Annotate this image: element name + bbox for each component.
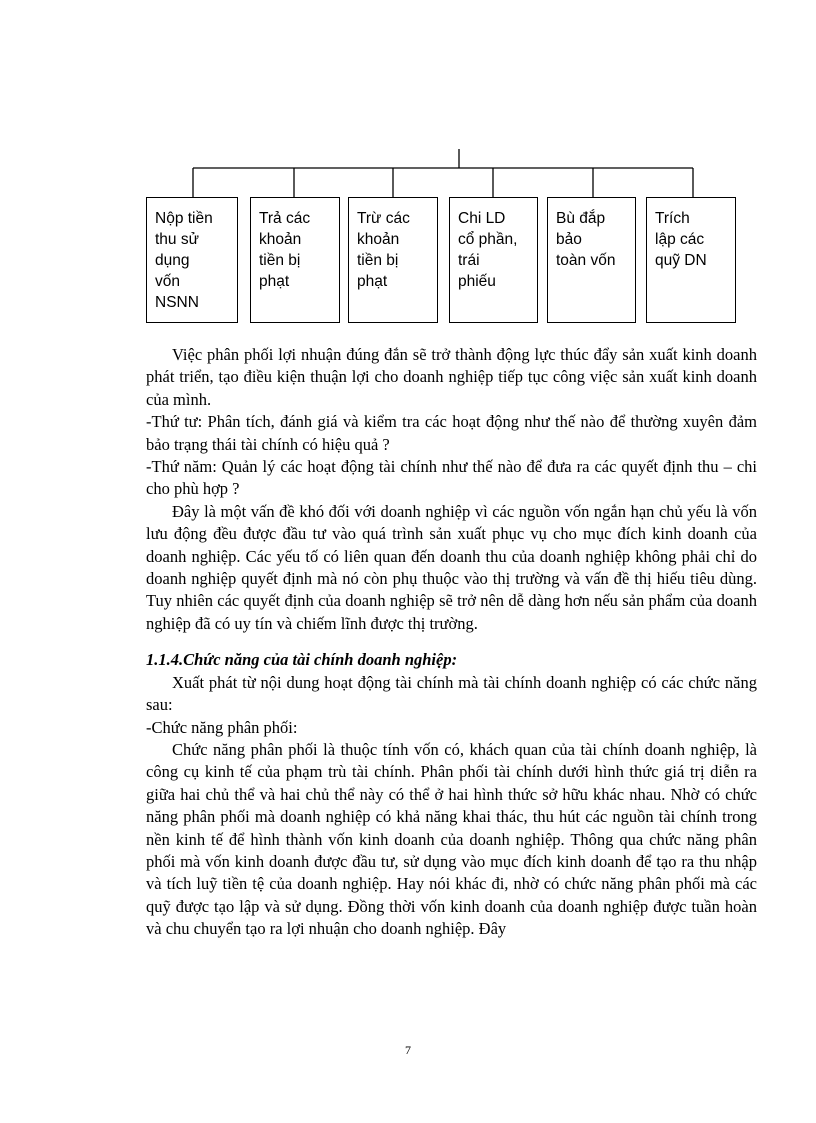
paragraph-fourth-question: -Thứ tư: Phân tích, đánh giá và kiểm tra các hoạt động như thế nào để thường xuyên đảm bảo trạng thái tài chính có hiệu quả ? (146, 412, 757, 454)
box-line: tiền bị (357, 252, 399, 269)
diagram-connectors (0, 0, 816, 200)
paragraph-fifth-question: -Thứ năm: Quản lý các hoạt động tài chính như thế nào để đưa ra các quyết định thu – chi cho phù hợp ? (146, 457, 757, 499)
box-line: tiền bị (259, 252, 301, 269)
paragraph-functions-intro: Xuất phát từ nội dung hoạt động tài chính mà tài chính doanh nghiệp có các chức năng sau: (146, 672, 757, 715)
diagram-box-nop-tien (146, 197, 238, 323)
box-line: lập các (655, 231, 705, 248)
box-line: Chi LD (458, 210, 506, 227)
box-line: vốn (155, 273, 180, 290)
section-heading: 1.1.4.Chức năng của tài chính doanh nghiệp: (146, 650, 458, 670)
paragraph-profit-distribution: Việc phân phối lợi nhuận đúng đắn sẽ trở thành động lực thúc đẩy sản xuất kinh doanh phát triển, tạo điều kiện thuận lợi cho doanh nghiệp tiếp tục công việc sản xuất kinh doanh của mình. (146, 345, 757, 409)
diagram-box-chi-ld (449, 197, 538, 323)
box-line: Trả các (259, 210, 311, 227)
box-line: thu sử (155, 231, 199, 248)
box-line: Bù đắp (556, 210, 606, 227)
box-line: dụng (155, 252, 190, 269)
box-line: khoản (259, 231, 302, 248)
box-line: phạt (259, 273, 290, 290)
box-line: phiếu (458, 273, 496, 290)
paragraph-distribution-function: -Chức năng phân phối: (146, 717, 298, 737)
diagram-box-tra-cac-khoan (250, 197, 340, 323)
box-line: cổ phần, (458, 231, 518, 248)
box-line: toàn vốn (556, 252, 616, 269)
box-line: NSNN (155, 294, 199, 311)
diagram-box-bu-dap (547, 197, 636, 323)
box-line: Trừ các (357, 210, 410, 227)
box-line: quỹ DN (655, 252, 707, 269)
box-line: khoản (357, 231, 400, 248)
diagram-box-tru-cac-khoan (348, 197, 438, 323)
paragraph-difficult-issue: Đây là một vấn đề khó đối với doanh nghiệp vì các nguồn vốn ngắn hạn chủ yếu là vốn lưu động đều được đầu tư vào quá trình sản xuất phục vụ cho mục đích kinh doanh của doanh nghiệp. Các yếu tố có liên quan đến doanh thu của doanh nghiệp không phải chỉ do doanh nghiệp quyết định mà nó còn phụ thuộc vào thị trường và vấn đề thị hiếu tiêu dùng. Tuy nhiên các quyết định của doanh nghiệp sẽ trở nên dễ dàng hơn nếu sản phẩm của doanh nghiệp đã có uy tín và chiếm lĩnh được thị trường. (146, 501, 757, 633)
diagram-box-trich-lap (646, 197, 736, 323)
box-line: trái (458, 252, 480, 269)
box-line: bảo (556, 231, 582, 248)
box-line: Nộp tiền (155, 210, 213, 227)
box-line: phạt (357, 273, 388, 290)
paragraph-distribution-detail: Chức năng phân phối là thuộc tính vốn có, khách quan của tài chính doanh nghiệp, là công cụ kinh tế của phạm trù tài chính. Phân phối tài chính dưới hình thức giá trị diễn ra giữa hai chủ thể và hai chủ thể này có thể ở hai hình thức sở hữu khác nhau. Nhờ có chức năng phân phối mà doanh nghiệp có khả năng khai thác, thu hút các nguồn tài chính trong nền kinh tế để hình thành vốn kinh doanh của doanh nghiệp. Thông qua chức năng phân phối mà vốn kinh doanh được đầu tư, sử dụng vào mục đích kinh doanh để tạo ra thu nhập và tích luỹ tiền tệ của doanh nghiệp. Hay nói khác đi, nhờ có chức năng phân phối mà các quỹ được tạo lập và sử dụng. Đồng thời vốn kinh doanh của doanh nghiệp được tuần hoàn và chu chuyển tạo ra lợi nhuận cho doanh nghiệp. Đây (146, 739, 757, 939)
page-number: 7 (405, 1043, 411, 1057)
document-body (146, 344, 757, 941)
box-line: Trích (655, 210, 690, 227)
